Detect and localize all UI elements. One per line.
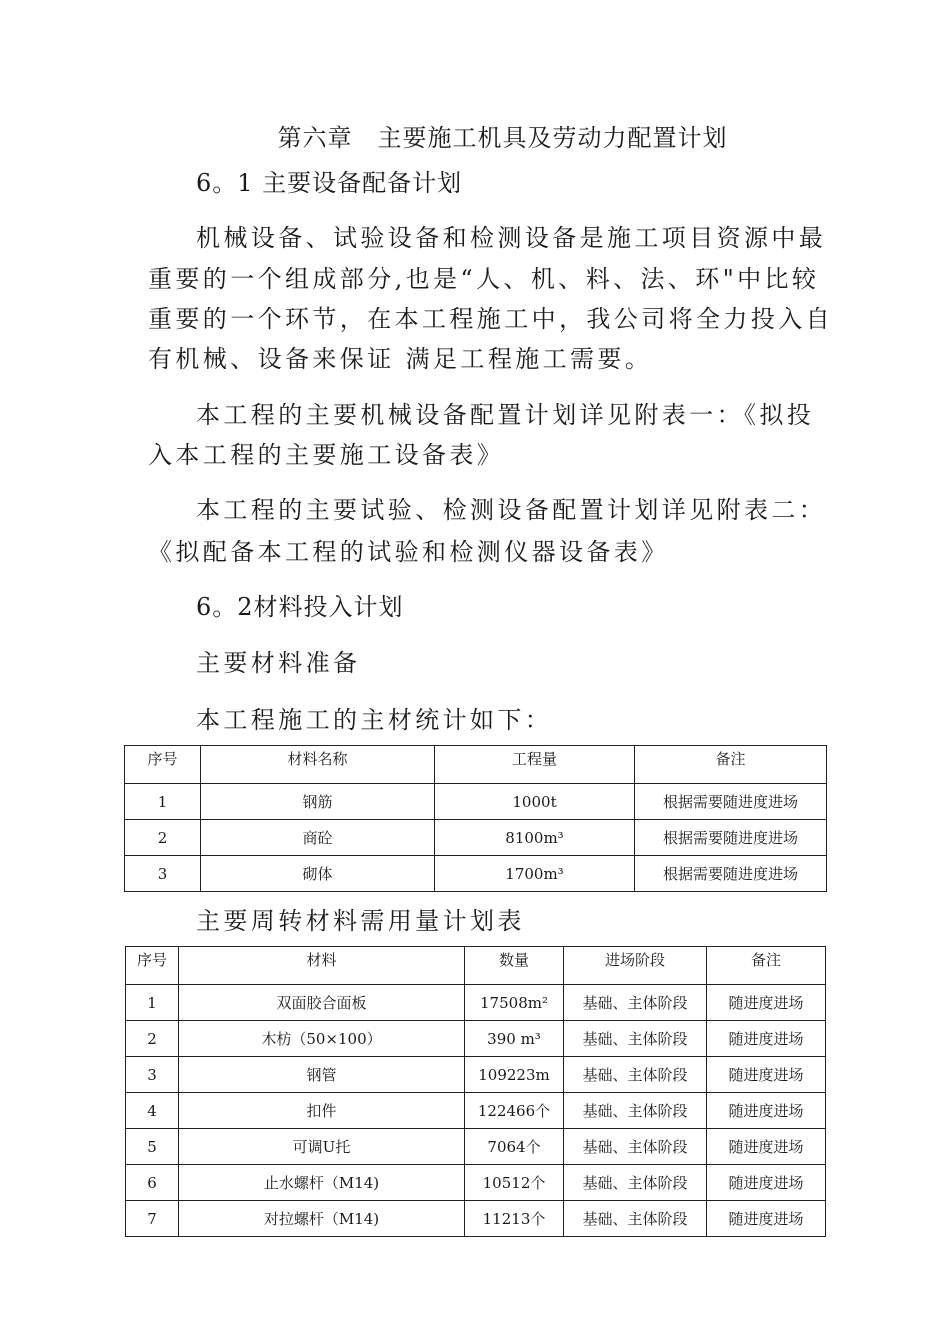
table-cell: 商砼	[201, 820, 435, 856]
table-cell: 随进度进场	[707, 1201, 826, 1237]
main-materials-table	[124, 745, 827, 892]
table-cell: 109223m	[465, 1057, 564, 1093]
subheading: 主要材料准备	[196, 649, 361, 677]
table-row	[125, 820, 827, 856]
table-cell: 1000t	[435, 784, 635, 820]
turnover-materials-table	[125, 946, 826, 1237]
table-row	[126, 1057, 826, 1093]
table-header-row	[126, 947, 826, 985]
table-cell: 钢筋	[201, 784, 435, 820]
table-cell: 随进度进场	[707, 1093, 826, 1129]
table-cell: 2	[125, 820, 201, 856]
table-cell: 随进度进场	[707, 1021, 826, 1057]
header-cell: 工程量	[435, 746, 635, 784]
table-row	[125, 784, 827, 820]
table-row	[126, 1201, 826, 1237]
table-cell: 2	[126, 1021, 179, 1057]
table-cell: 3	[125, 856, 201, 892]
table-cell: 根据需要随进度进场	[635, 784, 827, 820]
table-cell: 随进度进场	[707, 985, 826, 1021]
table-cell: 4	[126, 1093, 179, 1129]
section-heading-6-1: 6。1 主要设备配备计划	[196, 169, 463, 197]
paragraph-line: 重要的一个组成部分,也是“人、机、料、法、环"中比较	[148, 265, 820, 293]
header-cell: 材料名称	[201, 746, 435, 784]
table-cell: 基础、主体阶段	[564, 985, 707, 1021]
table-cell: 3	[126, 1057, 179, 1093]
table-cell: 根据需要随进度进场	[635, 856, 827, 892]
table-cell: 1	[126, 985, 179, 1021]
table-cell: 6	[126, 1165, 179, 1201]
table-cell: 7	[126, 1201, 179, 1237]
table-cell: 基础、主体阶段	[564, 1165, 707, 1201]
header-cell: 备注	[707, 947, 826, 985]
paragraph-line: 重要的一个环节，在本工程施工中，我公司将全力投入自	[148, 305, 833, 333]
table-cell: 木枋（50×100）	[179, 1021, 465, 1057]
paragraph-line: 有机械、设备来保证 满足工程施工需要。	[148, 345, 653, 373]
header-cell: 序号	[126, 947, 179, 985]
table-cell: 390 m³	[465, 1021, 564, 1057]
header-cell: 序号	[125, 746, 201, 784]
table-cell: 对拉螺杆（M14)	[179, 1201, 465, 1237]
table-cell: 1700m³	[435, 856, 635, 892]
testing-plan-line: 本工程的主要试验、检测设备配置计划详见附表二：	[196, 496, 827, 524]
table2-title: 主要周转材料需用量计划表	[196, 907, 525, 935]
table-row	[126, 1129, 826, 1165]
table-row	[126, 1093, 826, 1129]
header-cell: 数量	[465, 947, 564, 985]
table-cell: 5	[126, 1129, 179, 1165]
table-cell: 17508m²	[465, 985, 564, 1021]
table-cell: 基础、主体阶段	[564, 1201, 707, 1237]
table-header-row	[125, 746, 827, 784]
table-row	[126, 1165, 826, 1201]
table-cell: 随进度进场	[707, 1165, 826, 1201]
testing-plan-line: 《拟配备本工程的试验和检测仪器设备表》	[148, 538, 669, 566]
table-cell: 基础、主体阶段	[564, 1129, 707, 1165]
table-cell: 止水螺杆（M14)	[179, 1165, 465, 1201]
header-cell: 进场阶段	[564, 947, 707, 985]
table-cell: 1	[125, 784, 201, 820]
table-cell: 122466个	[465, 1093, 564, 1129]
table-row	[126, 985, 826, 1021]
table-cell: 基础、主体阶段	[564, 1021, 707, 1057]
table-cell: 钢管	[179, 1057, 465, 1093]
intro-line: 本工程施工的主材统计如下：	[196, 706, 553, 734]
equipment-plan-line: 入本工程的主要施工设备表》	[148, 441, 505, 469]
table-cell: 根据需要随进度进场	[635, 820, 827, 856]
paragraph-line: 机械设备、试验设备和检测设备是施工项目资源中最	[196, 224, 827, 252]
header-cell: 材料	[179, 947, 465, 985]
table-cell: 7064个	[465, 1129, 564, 1165]
section-heading-6-2: 6。2材料投入计划	[196, 593, 404, 621]
table-cell: 随进度进场	[707, 1057, 826, 1093]
table-cell: 可调U托	[179, 1129, 465, 1165]
table-cell: 砌体	[201, 856, 435, 892]
equipment-plan-line: 本工程的主要机械设备配置计划详见附表一：《拟投	[196, 401, 815, 429]
table-cell: 双面胶合面板	[179, 985, 465, 1021]
header-cell: 备注	[635, 746, 827, 784]
table-cell: 扣件	[179, 1093, 465, 1129]
table-cell: 基础、主体阶段	[564, 1093, 707, 1129]
chapter-title: 第六章 主要施工机具及劳动力配置计划	[277, 124, 728, 152]
table-cell: 8100m³	[435, 820, 635, 856]
table-row	[125, 856, 827, 892]
table-cell: 随进度进场	[707, 1129, 826, 1165]
table-cell: 基础、主体阶段	[564, 1057, 707, 1093]
table-cell: 11213个	[465, 1201, 564, 1237]
table-cell: 10512个	[465, 1165, 564, 1201]
table-row	[126, 1021, 826, 1057]
